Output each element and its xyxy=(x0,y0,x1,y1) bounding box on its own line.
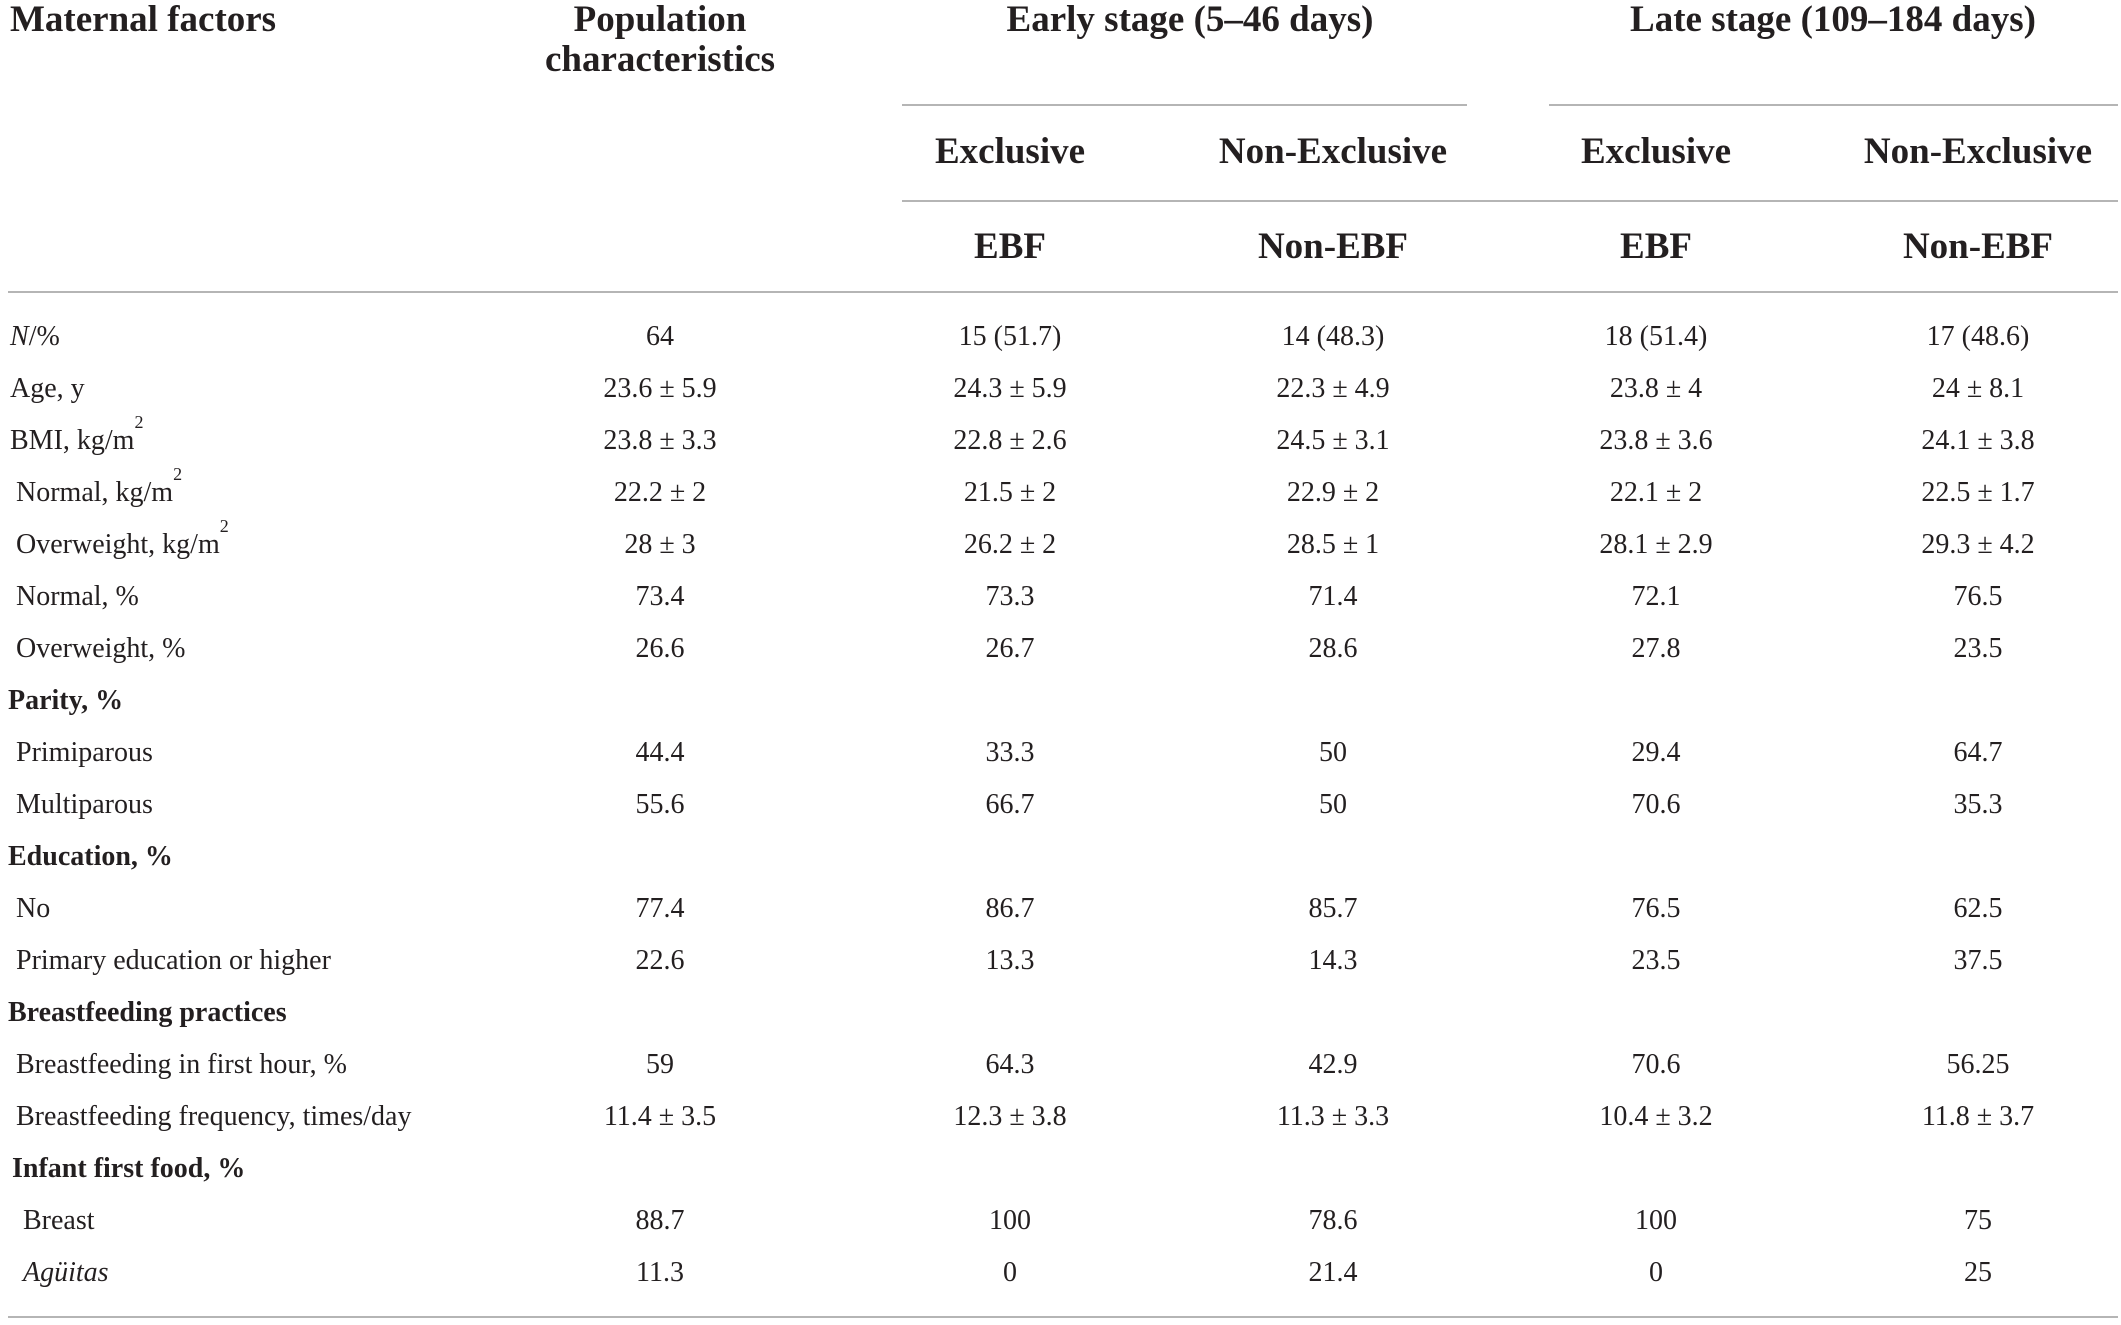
row-label: Overweight, % xyxy=(16,633,186,664)
early-non-ebf-value: 50 xyxy=(1319,789,1347,820)
early-ebf-value: 24.3 ± 5.9 xyxy=(953,373,1067,404)
early-non-ebf-value: 22.3 ± 4.9 xyxy=(1276,373,1390,404)
early-ebf-value: 73.3 xyxy=(985,581,1035,612)
table-row-multiparous xyxy=(0,779,2121,831)
early-non-ebf-value: 24.5 ± 3.1 xyxy=(1276,425,1390,456)
late-non-ebf-value: 29.3 ± 4.2 xyxy=(1921,529,2035,560)
late-non-ebf-value: 24 ± 8.1 xyxy=(1931,373,2025,404)
population-value: 22.6 xyxy=(635,945,685,976)
late-ebf-value: 70.6 xyxy=(1631,789,1681,820)
late-ebf-value: 10.4 ± 3.2 xyxy=(1599,1101,1713,1132)
early-ebf-value: 22.8 ± 2.6 xyxy=(953,425,1067,456)
row-label: Breastfeeding in first hour, % xyxy=(16,1049,347,1080)
population-value: 73.4 xyxy=(635,581,685,612)
early-non-ebf-value: 28.5 ± 1 xyxy=(1286,529,1380,560)
late-non-ebf-value: 25 xyxy=(1964,1257,1992,1288)
table-row-age xyxy=(0,363,2121,415)
late-stage-rule xyxy=(1549,104,2118,106)
population-value: 11.4 ± 3.5 xyxy=(603,1101,717,1132)
header-early-stage: Early stage (5–46 days) xyxy=(1006,0,1374,40)
table-row-breast xyxy=(0,1195,2121,1247)
row-label: Breast xyxy=(23,1205,95,1236)
late-non-ebf-value: 56.25 xyxy=(1946,1049,2010,1080)
header-early-exclusive: Exclusive xyxy=(934,131,1086,172)
header-late-non-exclusive: Non-Exclusive xyxy=(1863,131,2093,172)
row-label: Agüitas xyxy=(23,1257,109,1288)
late-non-ebf-value: 35.3 xyxy=(1953,789,2003,820)
header-population-line2: characteristics xyxy=(544,39,776,80)
early-non-ebf-value: 71.4 xyxy=(1308,581,1358,612)
section-label: Parity, % xyxy=(8,685,124,716)
late-non-ebf-value: 75 xyxy=(1964,1205,1992,1236)
table-row-breastfeeding-first-hour xyxy=(0,1039,2121,1091)
header-late-stage: Late stage (109–184 days) xyxy=(1630,0,2036,40)
superscript: 2 xyxy=(134,411,144,432)
header-late-ebf: EBF xyxy=(1620,226,1692,267)
table-row-primary-education xyxy=(0,935,2121,987)
table-row-overweight-pct xyxy=(0,623,2121,675)
table-row-overweight-bmi xyxy=(0,515,2121,571)
population-value: 26.6 xyxy=(635,633,685,664)
early-non-ebf-value: 11.3 ± 3.3 xyxy=(1276,1101,1390,1132)
subheader-rule xyxy=(902,200,2118,202)
section-row-parity xyxy=(0,675,2121,727)
late-ebf-value: 76.5 xyxy=(1631,893,1681,924)
early-ebf-value: 0 xyxy=(1003,1257,1017,1288)
table-row-n xyxy=(0,311,2121,363)
late-non-ebf-value: 64.7 xyxy=(1953,737,2003,768)
late-non-ebf-value: 23.5 xyxy=(1953,633,2003,664)
population-value: 22.2 ± 2 xyxy=(613,477,707,508)
superscript: 2 xyxy=(173,463,183,484)
row-label: Normal, $kg/m^2$ xyxy=(16,463,183,508)
late-non-ebf-value: 22.5 ± 1.7 xyxy=(1921,477,2035,508)
section-row-infant-first-food xyxy=(0,1143,2121,1195)
early-ebf-value: 100 xyxy=(989,1205,1031,1236)
early-non-ebf-value: 78.6 xyxy=(1308,1205,1358,1236)
table-row-breastfeeding-frequency xyxy=(0,1091,2121,1143)
late-non-ebf-value: 62.5 xyxy=(1953,893,2003,924)
late-ebf-value: 23.8 ± 4 xyxy=(1609,373,1703,404)
section-label: Breastfeeding practices xyxy=(8,997,287,1028)
early-ebf-value: 26.7 xyxy=(985,633,1035,664)
table-row-bmi xyxy=(0,411,2121,467)
row-label: Overweight, $kg/m^2$ xyxy=(16,515,229,560)
section-label: Education, % xyxy=(8,841,173,872)
header-population-line1: Population xyxy=(573,0,747,40)
row-label: Breastfeeding frequency, times/day xyxy=(16,1101,412,1132)
row-label: N/% xyxy=(10,321,60,352)
table-row-normal-pct xyxy=(0,571,2121,623)
population-value: 77.4 xyxy=(635,893,685,924)
late-ebf-value: 28.1 ± 2.9 xyxy=(1599,529,1713,560)
row-label: Normal, % xyxy=(16,581,139,612)
header-early-non-exclusive: Non-Exclusive xyxy=(1218,131,1448,172)
early-non-ebf-value: 85.7 xyxy=(1308,893,1358,924)
header-late-non-ebf: Non-EBF xyxy=(1902,226,2054,267)
late-ebf-value: 23.5 xyxy=(1631,945,1681,976)
row-label: BMI, $kg/m^2$ xyxy=(10,411,144,456)
late-ebf-value: 22.1 ± 2 xyxy=(1609,477,1703,508)
early-ebf-value: 26.2 ± 2 xyxy=(963,529,1057,560)
late-ebf-value: 27.8 xyxy=(1631,633,1681,664)
population-value: 64 xyxy=(646,321,674,352)
section-row-education xyxy=(0,831,2121,883)
early-non-ebf-value: 50 xyxy=(1319,737,1347,768)
late-ebf-value: 29.4 xyxy=(1631,737,1681,768)
section-row-breastfeeding-practices xyxy=(0,987,2121,1039)
late-ebf-value: 100 xyxy=(1635,1205,1677,1236)
late-ebf-value: 23.8 ± 3.6 xyxy=(1599,425,1713,456)
population-value: 23.8 ± 3.3 xyxy=(603,425,717,456)
row-label: Multiparous xyxy=(16,789,153,820)
early-ebf-value: 64.3 xyxy=(985,1049,1035,1080)
population-value: 11.3 xyxy=(636,1257,684,1288)
early-non-ebf-value: 14 (48.3) xyxy=(1281,321,1385,352)
early-ebf-value: 12.3 ± 3.8 xyxy=(953,1101,1067,1132)
population-value: 59 xyxy=(646,1049,674,1080)
early-non-ebf-value: 42.9 xyxy=(1308,1049,1358,1080)
row-label: No xyxy=(16,893,51,924)
early-ebf-value: 21.5 ± 2 xyxy=(963,477,1057,508)
population-value: 44.4 xyxy=(635,737,685,768)
early-stage-rule xyxy=(902,104,1467,106)
late-ebf-value: 18 (51.4) xyxy=(1604,321,1708,352)
header-late-exclusive: Exclusive xyxy=(1580,131,1732,172)
population-value: 55.6 xyxy=(635,789,685,820)
late-non-ebf-value: 24.1 ± 3.8 xyxy=(1921,425,2035,456)
population-value: 23.6 ± 5.9 xyxy=(603,373,717,404)
early-non-ebf-value: 22.9 ± 2 xyxy=(1286,477,1380,508)
population-value: 88.7 xyxy=(635,1205,685,1236)
section-label: Infant first food, % xyxy=(12,1153,246,1184)
late-non-ebf-value: 11.8 ± 3.7 xyxy=(1921,1101,2035,1132)
header-early-non-ebf: Non-EBF xyxy=(1257,226,1409,267)
early-non-ebf-value: 28.6 xyxy=(1308,633,1358,664)
header-bottom-rule xyxy=(8,291,2118,293)
late-non-ebf-value: 17 (48.6) xyxy=(1926,321,2030,352)
header-early-ebf: EBF xyxy=(974,226,1046,267)
early-ebf-value: 15 (51.7) xyxy=(958,321,1062,352)
early-non-ebf-value: 21.4 xyxy=(1308,1257,1358,1288)
superscript: 2 xyxy=(219,515,229,536)
late-non-ebf-value: 37.5 xyxy=(1953,945,2003,976)
late-ebf-value: 70.6 xyxy=(1631,1049,1681,1080)
row-label: Primary education or higher xyxy=(16,945,331,976)
header-maternal-factors: Maternal factors xyxy=(10,0,277,40)
late-ebf-value: 72.1 xyxy=(1631,581,1681,612)
early-ebf-value: 86.7 xyxy=(985,893,1035,924)
table-row-normal-bmi xyxy=(0,463,2121,519)
early-non-ebf-value: 14.3 xyxy=(1308,945,1358,976)
row-label: Primiparous xyxy=(16,737,153,768)
late-non-ebf-value: 76.5 xyxy=(1953,581,2003,612)
population-value: 28 ± 3 xyxy=(624,529,696,560)
table-row-primiparous xyxy=(0,727,2121,779)
table-bottom-rule xyxy=(8,1316,2118,1318)
early-ebf-value: 13.3 xyxy=(985,945,1035,976)
table-row-no-education xyxy=(0,883,2121,935)
late-ebf-value: 0 xyxy=(1649,1257,1663,1288)
early-ebf-value: 33.3 xyxy=(985,737,1035,768)
row-label: Age, y xyxy=(10,373,85,404)
early-ebf-value: 66.7 xyxy=(985,789,1035,820)
table-row-aguitas xyxy=(0,1247,2121,1299)
